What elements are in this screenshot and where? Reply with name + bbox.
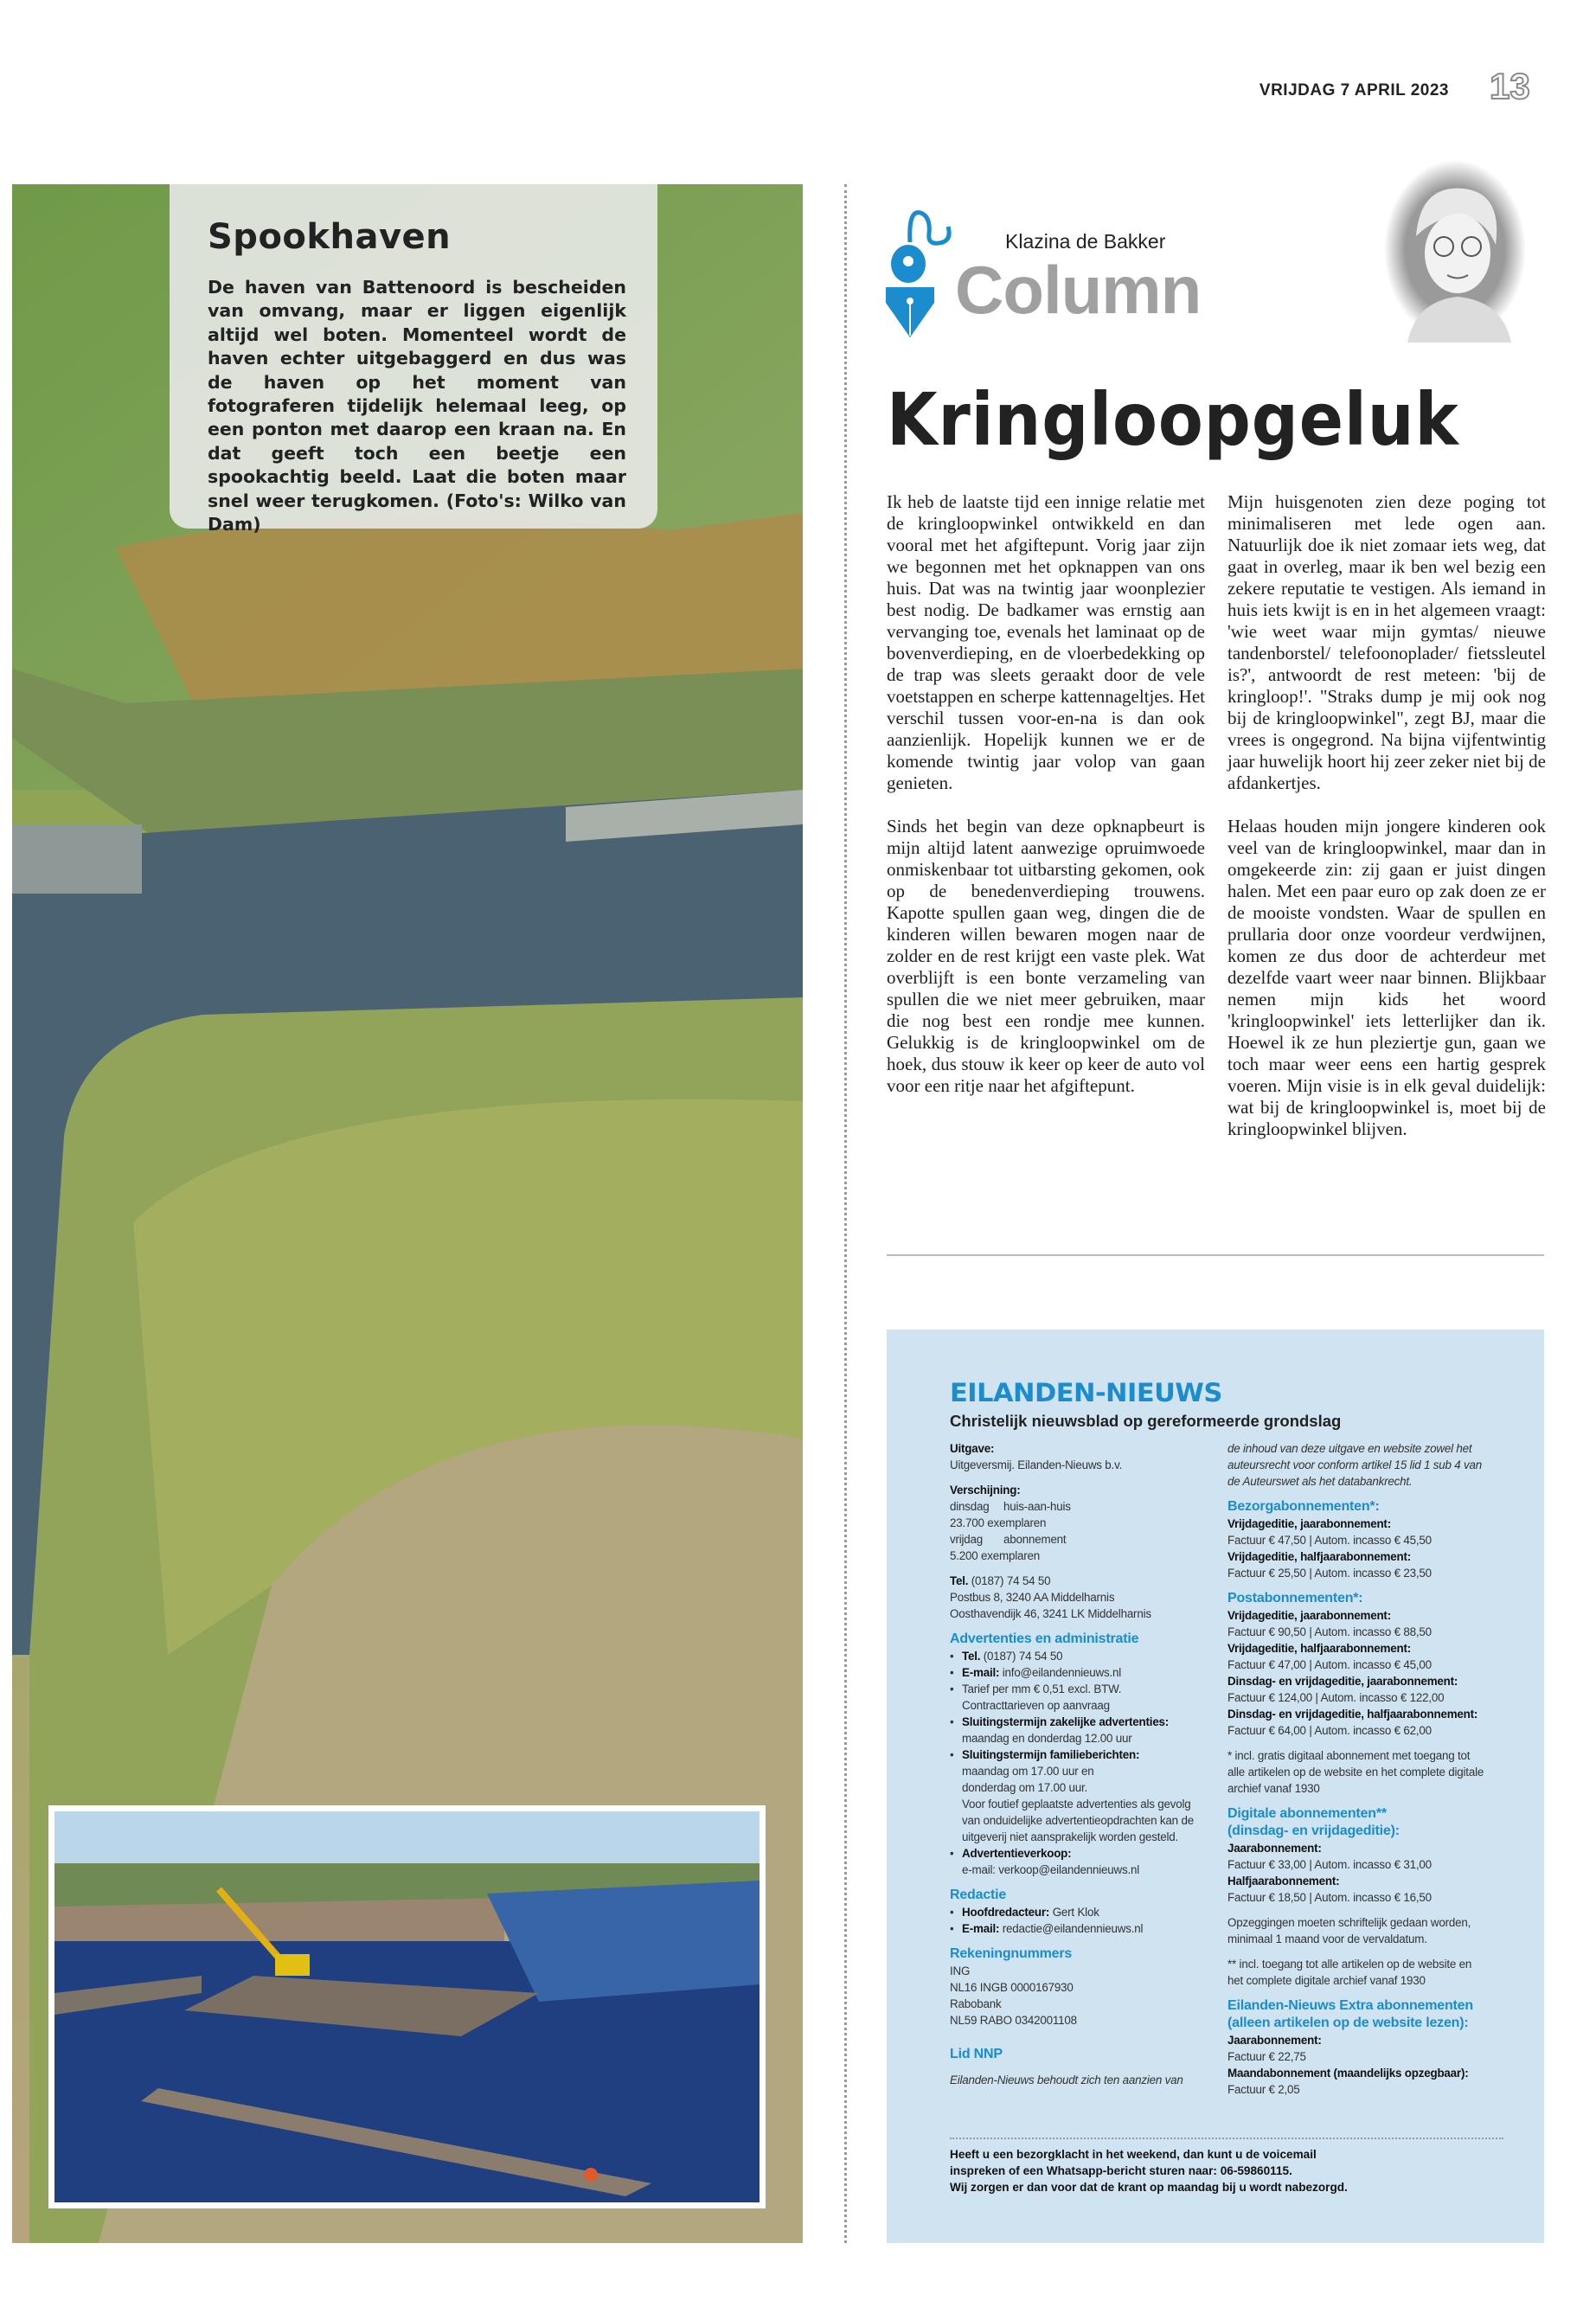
colophon-line: Halfjaarabonnement: <box>1227 1875 1340 1888</box>
colophon-subtitle: Christelijk nieuwsblad op gereformeerde grondslag <box>950 1412 1342 1430</box>
item-value: (0187) 74 54 50 <box>980 1650 1063 1663</box>
colophon-line: auteursrecht voor conform artikel 15 lid 1 sub 4 van <box>1227 1458 1483 1471</box>
spacer <box>1227 1947 1487 1956</box>
circulation-cell: abonnement <box>1003 1533 1067 1546</box>
spacer <box>950 1564 1201 1573</box>
item-value: van onduidelijke advertentieopdrachten kan de <box>962 1814 1194 1827</box>
column-body-left <box>887 491 1205 1118</box>
caption-title: Spookhaven <box>208 217 452 257</box>
spacer <box>950 1622 1201 1631</box>
colophon-line: Factuur € 47,50 | Autom. incasso € 45,50 <box>1227 1534 1432 1547</box>
colophon-line: Postbus 8, 3240 AA Middelharnis <box>950 1591 1115 1604</box>
section-divider <box>887 1254 1544 1256</box>
colophon-line: Factuur € 2,05 <box>1227 2083 1300 2096</box>
spacer <box>1227 1581 1487 1590</box>
colophon-bullet-item <box>950 1829 1201 1845</box>
colophon-line: Factuur € 47,00 | Autom. incasso € 45,00 <box>1227 1658 1432 1671</box>
item-label: E-mail: <box>962 1922 1000 1935</box>
circulation-row <box>950 1498 1201 1531</box>
spacer <box>1227 1490 1487 1498</box>
item-label: E-mail: <box>962 1666 1000 1679</box>
colophon-line: Oosthavendijk 46, 3241 LK Middelharnis <box>950 1607 1151 1620</box>
item-value: (0187) 74 54 50 <box>968 1574 1051 1587</box>
body-paragraph: Ik heb de laatste tijd een innige relatie met de kringloopwinkel ontwikkeld en dan vooral met het afgiftepunt. Vorig jaar zijn we begonnen met het opknappen van ons huis. Dat was na twintig jaar woonplezier best nodig. De badkamer was ernstig aan vervanging toe, evenals het laminaat op de bovenverdieping, en de vloerbedekking op de trap was sleets geraakt door de vele voetstappen en scherpe kattennageltjes. Het verschil tussen voor-en-na is dan ook aanzienlijk. Hopelijk kunnen we er de komende twintig jaar volop van gaan genieten. <box>887 491 1205 793</box>
circulation-cell: vrijdag <box>950 1533 984 1546</box>
page-number: 13 <box>1490 66 1530 106</box>
pen-nib-mouse-icon <box>886 208 955 342</box>
spacer <box>1227 1906 1487 1914</box>
item-label: Sluitingstermijn zakelijke advertenties: <box>962 1715 1170 1728</box>
caption-text: De haven van Battenoord is bescheiden van omvang, maar er liggen eigenlijk altijd wel boten. Momenteel wordt de haven echter uitgebaggerd en dus was de haven op het moment van fotograferen tijdelijk helemaal leeg, op een ponton met daarop een kraan na. En dat geeft toch een beetje een spookachtig beeld. Laat die boten maar snel weer terugkomen. (Foto's: Wilko van Dam) <box>208 277 626 535</box>
colophon-bullet-item <box>950 1681 1201 1697</box>
colophon-bullet-item <box>950 1763 1201 1779</box>
colophon-line: Vrijdageditie, jaarabonnement: <box>1227 1517 1391 1530</box>
colophon-heading: Bezorgabonnementen*: <box>1227 1499 1380 1514</box>
colophon-line: Vrijdageditie, halfjaarabonnement: <box>1227 1642 1411 1655</box>
item-value: maandag om 17.00 uur en <box>962 1765 1094 1778</box>
colophon-heading: (dinsdag- en vrijdageditie): <box>1227 1823 1400 1838</box>
spacer <box>1227 1797 1487 1805</box>
item-value: maandag en donderdag 12.00 uur <box>962 1732 1132 1745</box>
notice-line: inspreken of een Whatsapp-bericht sturen naar: 06-59860115. <box>950 2164 1292 2177</box>
circulation-cell: 5.200 exemplaren <box>950 1549 1040 1562</box>
colophon-heading: (alleen artikelen op de website lezen): <box>1227 2016 1469 2030</box>
spacer <box>1227 1989 1487 1997</box>
colophon-line: minimaal 1 maand voor de vervaldatum. <box>1227 1932 1427 1945</box>
spacer <box>950 2063 1201 2072</box>
item-value: Voor foutief geplaatste advertenties als gevolg <box>962 1798 1191 1811</box>
page-date: VRIJDAG 7 APRIL 2023 <box>1259 81 1449 99</box>
item-value: Tarief per mm € 0,51 excl. BTW. <box>962 1682 1122 1695</box>
spacer <box>950 1937 1201 1945</box>
colophon-line: Opzeggingen moeten schriftelijk gedaan worden, <box>1227 1916 1471 1929</box>
notice-line: Wij zorgen er dan voor dat de krant op maandag bij u wordt nabezorgd. <box>950 2181 1348 2194</box>
spacer <box>950 2037 1201 2046</box>
item-value: uitgeverij niet aansprakelijk worden gesteld. <box>962 1830 1179 1843</box>
colophon-line: Verschijning: <box>950 1484 1021 1497</box>
colophon-line: Vrijdageditie, halfjaarabonnement: <box>1227 1550 1411 1563</box>
colophon-line: Jaarabonnement: <box>1227 2034 1322 2047</box>
spacer <box>1227 1739 1487 1747</box>
colophon-line: de inhoud van deze uitgave en website zowel het <box>1227 1442 1472 1455</box>
column-body-right <box>1227 491 1546 1162</box>
colophon-right-column <box>1227 1440 1487 2098</box>
colophon-left-column <box>950 1440 1201 2088</box>
colophon-box <box>887 1330 1544 2243</box>
item-value: donderdag om 17.00 uur. <box>962 1781 1088 1794</box>
colophon-line: Factuur € 18,50 | Autom. incasso € 16,50 <box>1227 1891 1432 1904</box>
item-label: Hoofdredacteur: <box>962 1906 1050 1919</box>
colophon-line: Factuur € 64,00 | Autom. incasso € 62,00 <box>1227 1724 1432 1737</box>
photo-caption-box <box>170 184 657 535</box>
colophon-line: ING <box>950 1965 971 1977</box>
circulation-row <box>950 1531 1201 1564</box>
colophon-line: Jaarabonnement: <box>1227 1842 1322 1855</box>
notice-line: Heeft u een bezorgklacht in het weekend, dan kunt u de voicemail <box>950 2148 1317 2161</box>
circulation-cell: 23.700 exemplaren <box>950 1516 1047 1529</box>
colophon-line: Eilanden-Nieuws behoudt zich ten aanzien van <box>950 2073 1183 2086</box>
colophon-bullet-item <box>950 1904 1201 1920</box>
dotted-divider <box>950 2138 1503 2139</box>
colophon-line: de Auteurswet als het databankrecht. <box>1227 1475 1413 1488</box>
harbour-inset-photo <box>48 1805 766 2208</box>
body-paragraph: Mijn huisgenoten zien deze poging tot minimaliseren met lede ogen aan. Natuurlijk doe ik niet zomaar iets weg, dat gaat in overleg, maar ik ben wel bezig een zekere reputatie te vestigen. Als iemand in huis iets kwijt is en in het algemeen vraagt: 'wie weet waar mijn gymtas/ nieuwe tandenborstel/ telefoonoplader/ fietssleutel is?', antwoordt de rest meteen: 'bij de kringloop!'. "Straks dump je mij ook nog bij de kringloopwinkel", zegt BJ, maar die vrees is ongegrond. Na bijna vijfentwintig jaar huwelijk hoort hij zeer zeker niet bij de afdankertjes. <box>1227 491 1546 793</box>
column-title: Kringloopgeluk <box>887 377 1459 462</box>
spacer <box>950 1473 1201 1482</box>
colophon-line: Maandabonnement (maandelijks opzegbaar): <box>1227 2067 1469 2080</box>
colophon-heading: Advertenties en administratie <box>950 1631 1139 1646</box>
item-label: Advertentieverkoop: <box>962 1847 1072 1860</box>
eilanden-nieuws-logo: EILANDEN-NIEUWS <box>950 1378 1222 1407</box>
colophon-bullet-item <box>950 1796 1201 1812</box>
colophon-bullet-item <box>950 1714 1201 1730</box>
item-value: info@eilandennieuws.nl <box>999 1666 1122 1679</box>
colophon-line: Factuur € 22,75 <box>1227 2050 1306 2063</box>
body-paragraph: Sinds het begin van deze opknapbeurt is mijn altijd latent aanwezige opruimwoede onmiskenbaar tot uitbarsting gekomen, ook op de benedenverdieping trouwens. Kapotte spullen gaan weg, dingen die de kinderen willen bewaren mogen naar de zolder en de rest krijgt een vaste plek. Wat overblijft is een bonte verzameling van spullen die we niet meer gebruiken, maar die nog best een rondje mee kunnen. Gelukkig is de kringloopwinkel om de hoek, dus stouw ik keer op keer de auto vol voor een ritje naar het afgiftepunt. <box>887 816 1205 1096</box>
colophon-line: Factuur € 25,50 | Autom. incasso € 23,50 <box>1227 1567 1432 1580</box>
colophon-bullet-item <box>950 1862 1201 1878</box>
item-label: Tel. <box>950 1574 969 1587</box>
colophon-heading: Rekeningnummers <box>950 1946 1073 1961</box>
colophon-heading: Lid NNP <box>950 2047 1003 2061</box>
colophon-line: Rabobank <box>950 1997 1002 2010</box>
colophon-line: Uitgave: <box>950 1442 995 1455</box>
colophon-bullet-item <box>950 1845 1201 1862</box>
colophon-heading: Digitale abonnementen** <box>1227 1806 1387 1821</box>
colophon-line: archief vanaf 1930 <box>1227 1782 1320 1795</box>
colophon-bullet-item <box>950 1812 1201 1829</box>
colophon-line: Vrijdageditie, jaarabonnement: <box>1227 1609 1391 1622</box>
colophon-line: Dinsdag- en vrijdageditie, jaarabonnement: <box>1227 1675 1458 1688</box>
item-value: redactie@eilandennieuws.nl <box>999 1922 1144 1935</box>
colophon-bullet-item <box>950 1697 1201 1714</box>
colophon-line: Factuur € 124,00 | Autom. incasso € 122,00 <box>1227 1691 1445 1704</box>
spacer <box>950 2029 1201 2037</box>
spacer <box>950 1878 1201 1887</box>
item-value: e-mail: verkoop@eilandennieuws.nl <box>962 1863 1139 1876</box>
colophon-bullet-item <box>950 1747 1201 1763</box>
colophon-heading: Redactie <box>950 1888 1007 1902</box>
colophon-line: ** incl. toegang tot alle artikelen op de website en <box>1227 1958 1472 1971</box>
colophon-line: alle artikelen op de website en het complete digitale <box>1227 1766 1484 1779</box>
item-value: Gert Klok <box>1049 1906 1099 1919</box>
body-paragraph: Helaas houden mijn jongere kinderen ook veel van de kringloopwinkel, maar dan in omgekeerde zin: zij gaan er juist dingen halen. Met een paar euro op zak doen ze er de mooiste vondsten. Waar de spullen en prullaria door onze voordeur verdwijnen, komen ze dus door de achterdeur met dezelfde vaart weer naar binnen. Blijkbaar nemen mijn kids het woord 'kringloopwinkel' iets letterlijker dan ik. Hoewel ik ze hun pleziertje gun, gaan we toch maar weer eens een hartig gesprek voeren. Mijn visie is in elk geval duidelijk: wat bij de kringloopwinkel is, moet bij de kringloopwinkel blijven. <box>1227 816 1546 1139</box>
colophon-line: NL16 INGB 0000167930 <box>950 1981 1074 1994</box>
colophon-bullet-item <box>950 1664 1201 1681</box>
colophon-line: Factuur € 90,50 | Autom. incasso € 88,50 <box>1227 1625 1432 1638</box>
colophon-line: Uitgeversmij. Eilanden-Nieuws b.v. <box>950 1458 1123 1471</box>
colophon-line <box>950 1573 1201 1589</box>
colophon-bullet-item <box>950 1920 1201 1937</box>
colophon-bullet-item <box>950 1648 1201 1664</box>
colophon-bullet-item <box>950 1779 1201 1796</box>
author-portrait <box>1381 158 1529 343</box>
colophon-line: het complete digitale archief vanaf 1930 <box>1227 1974 1426 1987</box>
colophon-line: NL59 RABO 0342001108 <box>950 2014 1077 2027</box>
circulation-cell: huis-aan-huis <box>1003 1500 1071 1513</box>
column-author: Klazina de Bakker <box>1005 230 1166 253</box>
delivery-complaint-notice <box>950 2146 1348 2195</box>
colophon-heading: Postabonnementen*: <box>1227 1591 1363 1606</box>
colophon-heading: Eilanden-Nieuws Extra abonnementen <box>1227 1998 1473 2013</box>
colophon-line: Dinsdag- en vrijdageditie, halfjaarabonnement: <box>1227 1708 1478 1721</box>
column-divider <box>844 184 847 2243</box>
circulation-cell: dinsdag <box>950 1500 990 1513</box>
colophon-line: * incl. gratis digitaal abonnement met toegang tot <box>1227 1749 1471 1762</box>
item-value: Contracttarieven op aanvraag <box>962 1699 1110 1712</box>
item-label: Tel. <box>962 1650 981 1663</box>
item-label: Sluitingstermijn familieberichten: <box>962 1748 1140 1761</box>
column-label: Column <box>955 252 1202 328</box>
colophon-line: Factuur € 33,00 | Autom. incasso € 31,00 <box>1227 1858 1432 1871</box>
colophon-bullet-item <box>950 1730 1201 1747</box>
